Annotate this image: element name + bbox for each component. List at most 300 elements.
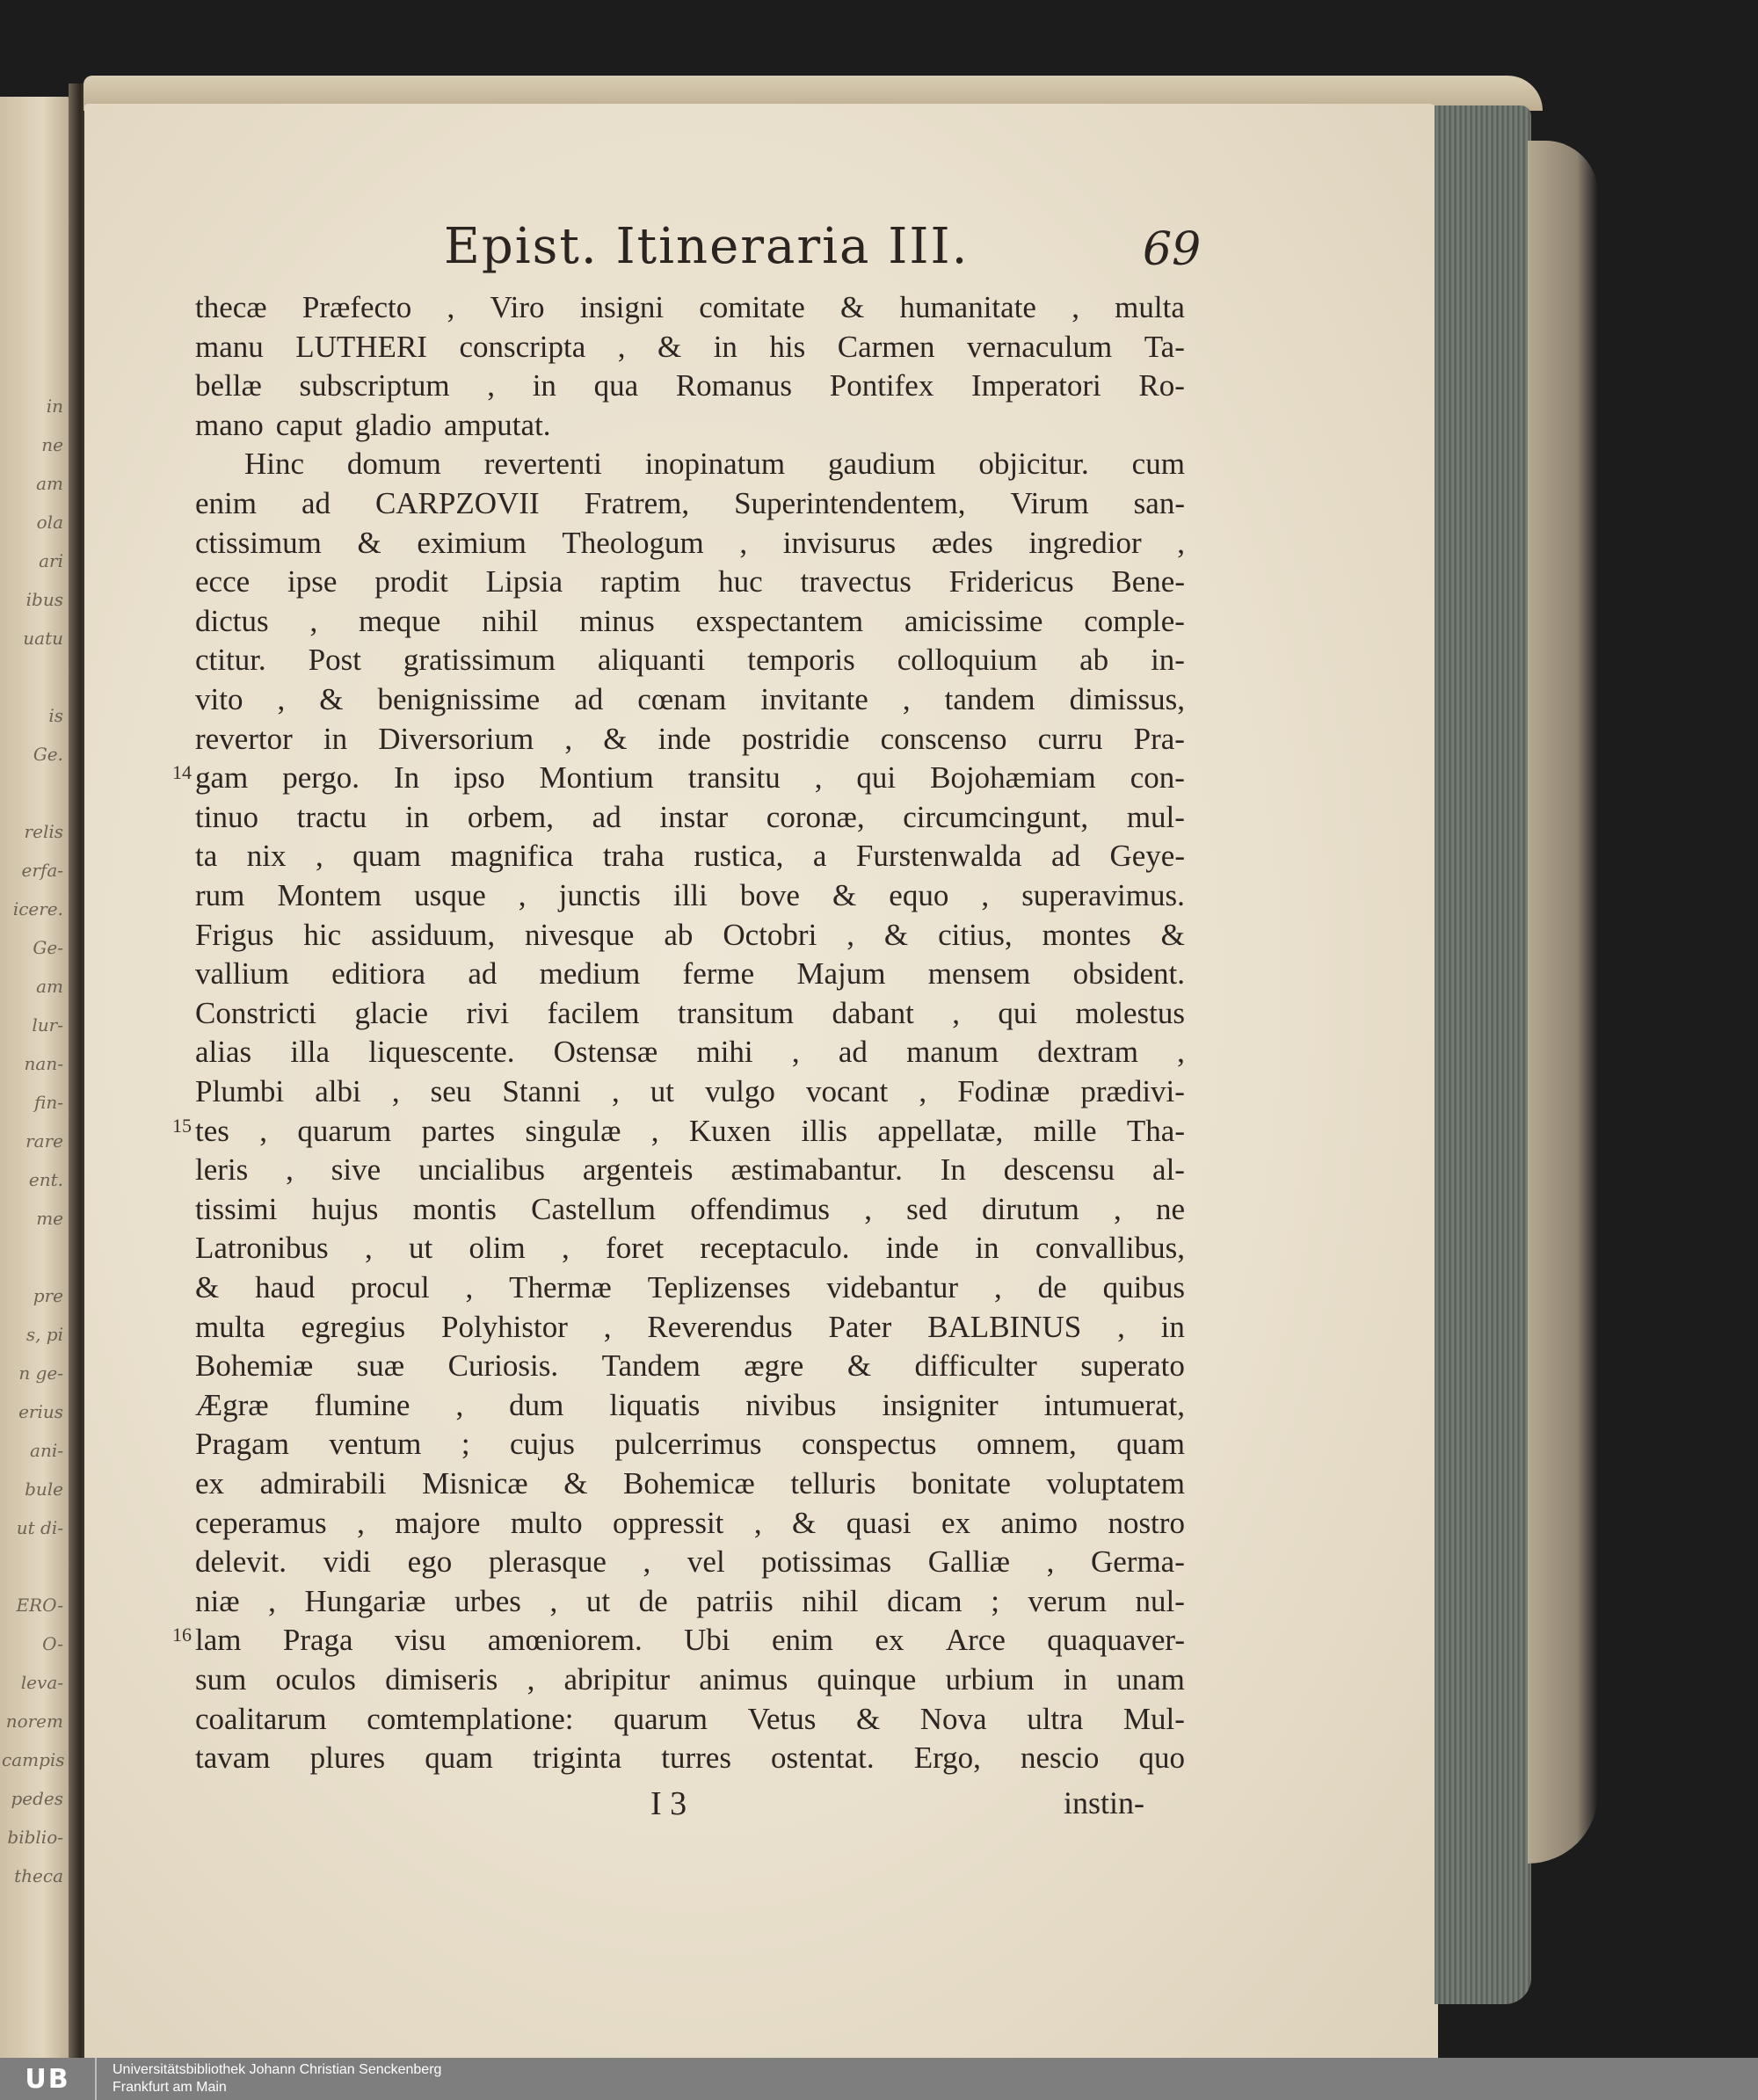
word: , bbox=[518, 878, 527, 912]
word: nihil bbox=[482, 603, 539, 638]
word: & bbox=[195, 1270, 220, 1304]
word: qua bbox=[593, 368, 639, 403]
word: eximium bbox=[417, 525, 527, 560]
word: Virum bbox=[1010, 486, 1089, 520]
word: Geye- bbox=[1109, 839, 1185, 874]
word: circumcingunt, bbox=[903, 799, 1089, 834]
word: Ro- bbox=[1138, 368, 1185, 403]
word: enim bbox=[195, 486, 257, 520]
word: rustica, bbox=[694, 839, 784, 874]
text-line bbox=[195, 798, 1185, 837]
library-name bbox=[113, 2061, 441, 2096]
word: magnifica bbox=[450, 839, 574, 874]
text-line bbox=[195, 720, 1185, 759]
text-line bbox=[195, 563, 1185, 601]
word: quaquaver- bbox=[1047, 1623, 1185, 1658]
word: manu bbox=[195, 329, 264, 364]
word: tes bbox=[195, 1113, 229, 1148]
word: amputat. bbox=[444, 407, 551, 442]
word: liquescente. bbox=[368, 1035, 515, 1070]
word: quam bbox=[425, 1740, 493, 1776]
word: dabant bbox=[832, 995, 914, 1030]
word: Castellum bbox=[531, 1191, 657, 1226]
word: Plumbi bbox=[195, 1074, 285, 1108]
word: LUTHERI bbox=[295, 329, 427, 364]
word: orbem, bbox=[467, 799, 555, 834]
word: quam bbox=[352, 839, 421, 874]
marginal-number: 14 bbox=[172, 761, 192, 784]
word: Fridericus bbox=[948, 564, 1074, 599]
word: nostro bbox=[1108, 1505, 1185, 1540]
word: ad bbox=[468, 956, 498, 992]
text-line bbox=[195, 1386, 1185, 1425]
word: Polyhistor bbox=[440, 1309, 568, 1344]
word: partes bbox=[421, 1113, 496, 1148]
ub-logo[interactable]: UB bbox=[0, 2058, 97, 2100]
word: Montem bbox=[277, 878, 382, 912]
word: gladio bbox=[354, 407, 432, 442]
word: glacie bbox=[354, 995, 429, 1030]
word: raptim bbox=[599, 564, 681, 599]
word: multa bbox=[195, 1309, 265, 1344]
word: & bbox=[832, 878, 857, 912]
word: quasi bbox=[846, 1505, 912, 1540]
word: in bbox=[1063, 1662, 1087, 1697]
word: ex bbox=[941, 1505, 971, 1540]
word: , bbox=[562, 1231, 570, 1266]
word: qui bbox=[856, 760, 897, 796]
word: vito bbox=[195, 682, 243, 716]
word: Octobri bbox=[723, 917, 817, 952]
word: æstimabantur. bbox=[730, 1152, 903, 1188]
word: comtemplatione: bbox=[367, 1701, 574, 1736]
library-footer-bar bbox=[0, 2058, 1758, 2100]
word: san- bbox=[1133, 486, 1185, 520]
word: tinuo bbox=[195, 799, 258, 834]
text-line bbox=[195, 1504, 1185, 1543]
word: ; bbox=[461, 1427, 470, 1462]
word: pulcerrimus bbox=[614, 1427, 762, 1462]
word: Furstenwalda bbox=[855, 839, 1022, 874]
text-line bbox=[195, 1464, 1185, 1503]
text-line bbox=[195, 1347, 1185, 1385]
word: vallium bbox=[195, 956, 289, 992]
word: , bbox=[357, 1505, 365, 1540]
word: plures bbox=[309, 1740, 386, 1776]
word: ad bbox=[574, 682, 604, 716]
word: vulgo bbox=[705, 1074, 775, 1108]
word: argenteis bbox=[582, 1152, 694, 1188]
word: & bbox=[603, 721, 628, 756]
word: Majum bbox=[796, 956, 886, 992]
text-line bbox=[195, 1229, 1185, 1268]
word: vernaculum bbox=[967, 329, 1113, 364]
word: niæ bbox=[195, 1583, 240, 1618]
marginal-number: 16 bbox=[172, 1624, 192, 1646]
word: instar bbox=[659, 799, 729, 834]
word: gam bbox=[195, 760, 249, 796]
word: Curiosis. bbox=[447, 1348, 559, 1384]
text-line bbox=[195, 680, 1185, 719]
word: aliquanti bbox=[597, 643, 706, 678]
text-line bbox=[244, 445, 1185, 483]
word: quinque bbox=[817, 1662, 917, 1697]
word: ut bbox=[408, 1231, 433, 1266]
word: bonitate bbox=[912, 1466, 1011, 1501]
word: colloquium bbox=[897, 643, 1038, 678]
word: multo bbox=[510, 1505, 583, 1540]
word: Carmen bbox=[837, 329, 935, 364]
text-line bbox=[195, 1739, 1185, 1777]
word: Tandem bbox=[601, 1348, 701, 1384]
text-line bbox=[195, 994, 1185, 1033]
word: dimiseris bbox=[385, 1662, 498, 1697]
word: ctissimum bbox=[195, 525, 322, 560]
word: objicitur. bbox=[978, 447, 1089, 482]
word: ne bbox=[1155, 1191, 1185, 1226]
word: , bbox=[391, 1074, 400, 1108]
word: singulæ bbox=[525, 1113, 621, 1148]
word: tissimi bbox=[195, 1191, 278, 1226]
word: nivesque bbox=[525, 917, 635, 952]
library-name-line-2: Frankfurt am Main bbox=[113, 2080, 227, 2095]
text-line bbox=[195, 1700, 1185, 1739]
word: Bohemicæ bbox=[623, 1466, 755, 1501]
page-header bbox=[0, 218, 1758, 280]
word: , bbox=[286, 1152, 294, 1188]
word: mul- bbox=[1126, 799, 1185, 834]
text-line bbox=[195, 484, 1185, 523]
word: , bbox=[753, 1505, 762, 1540]
word: dirutum bbox=[981, 1191, 1079, 1226]
word: illis bbox=[801, 1113, 848, 1148]
word: in bbox=[975, 1231, 999, 1266]
word: animus bbox=[699, 1662, 788, 1697]
word: cujus bbox=[510, 1427, 575, 1462]
word: , bbox=[447, 290, 455, 324]
library-name-line-1: Universitätsbibliothek Johann Christian Senckenberg bbox=[113, 2062, 442, 2077]
word: pergo. bbox=[282, 760, 360, 796]
word: illa bbox=[290, 1035, 331, 1070]
word: , bbox=[952, 995, 960, 1030]
word: Arce bbox=[945, 1623, 1006, 1658]
word: unam bbox=[1116, 1662, 1185, 1697]
word: cum bbox=[1131, 447, 1185, 482]
word: meque bbox=[359, 603, 441, 638]
word: bellæ bbox=[195, 368, 262, 403]
word: tractu bbox=[296, 799, 367, 834]
word: domum bbox=[346, 447, 441, 482]
word: , bbox=[487, 368, 496, 403]
word: plerasque bbox=[488, 1544, 607, 1580]
word: sed bbox=[906, 1191, 948, 1226]
word: & bbox=[792, 1505, 817, 1540]
word: Thermæ bbox=[509, 1270, 612, 1304]
word: , bbox=[364, 1231, 373, 1266]
word: ædes bbox=[931, 525, 993, 560]
word: Pra- bbox=[1133, 721, 1185, 756]
word: quarum bbox=[297, 1113, 392, 1148]
word: Post bbox=[308, 643, 361, 678]
word: inopinatum bbox=[644, 447, 786, 482]
word: superato bbox=[1080, 1348, 1185, 1384]
word: comitate bbox=[699, 290, 805, 324]
word: molestus bbox=[1075, 995, 1185, 1030]
word: ad bbox=[838, 1035, 868, 1070]
word: ipso bbox=[454, 760, 505, 796]
word: postridie bbox=[742, 721, 850, 756]
word: , bbox=[791, 1035, 800, 1070]
word: Præfecto bbox=[301, 290, 412, 324]
word: mihi bbox=[696, 1035, 753, 1070]
word: , bbox=[549, 1583, 558, 1618]
text-line bbox=[195, 955, 1185, 993]
word: vocant bbox=[805, 1074, 889, 1108]
word: , bbox=[643, 1544, 651, 1580]
word: ad bbox=[592, 799, 621, 834]
word: Theologum bbox=[562, 525, 704, 560]
word: nihil bbox=[802, 1583, 859, 1618]
word: Misnicæ bbox=[422, 1466, 528, 1501]
word: & bbox=[657, 329, 682, 364]
fore-edge-shadow bbox=[1528, 141, 1598, 1864]
word: , bbox=[455, 1387, 464, 1422]
word: turres bbox=[661, 1740, 731, 1776]
word: Latronibus bbox=[195, 1231, 329, 1266]
word: Imperatori bbox=[971, 368, 1101, 403]
word: Hinc bbox=[244, 447, 305, 482]
word: manum bbox=[906, 1035, 999, 1070]
word: montes bbox=[1042, 917, 1131, 952]
word: huc bbox=[718, 564, 763, 599]
running-head: Epist. Itineraria III. bbox=[444, 218, 970, 275]
word: temporis bbox=[747, 643, 855, 678]
word: Bohemiæ bbox=[195, 1348, 314, 1384]
text-line bbox=[195, 1582, 1185, 1621]
text-line bbox=[195, 1543, 1185, 1581]
word: revertenti bbox=[483, 447, 602, 482]
word: sive bbox=[331, 1152, 381, 1188]
word: mensem bbox=[927, 956, 1031, 992]
word: his bbox=[769, 329, 806, 364]
word: , bbox=[277, 682, 286, 716]
word: In bbox=[940, 1152, 966, 1188]
word: Ubi bbox=[684, 1623, 730, 1658]
word: quarum bbox=[614, 1701, 708, 1736]
word: & bbox=[357, 525, 381, 560]
word: conscenso bbox=[880, 721, 1007, 756]
word: potissimas bbox=[761, 1544, 892, 1580]
word: ta bbox=[195, 839, 218, 874]
word: rum bbox=[195, 878, 245, 912]
word: abripitur bbox=[563, 1662, 671, 1697]
word: ab bbox=[664, 917, 694, 952]
word: Fodinæ bbox=[957, 1074, 1050, 1108]
word: revertor bbox=[195, 721, 293, 756]
word: lam bbox=[195, 1623, 242, 1658]
word: equo bbox=[889, 878, 949, 912]
word: , bbox=[527, 1662, 535, 1697]
word: al- bbox=[1152, 1152, 1185, 1188]
word: insigni bbox=[579, 290, 665, 324]
word: prodit bbox=[374, 564, 448, 599]
word: transitum bbox=[677, 995, 795, 1030]
word: rivi bbox=[466, 995, 510, 1030]
word: verum bbox=[1028, 1583, 1107, 1618]
text-line bbox=[195, 288, 1185, 327]
word: nivibus bbox=[745, 1387, 837, 1422]
text-line bbox=[195, 837, 1185, 876]
word: Frigus bbox=[195, 917, 274, 952]
word: in bbox=[323, 721, 348, 756]
word: , bbox=[603, 1309, 612, 1344]
word: ultra bbox=[1027, 1701, 1084, 1736]
word: & bbox=[1160, 917, 1185, 952]
word: , bbox=[739, 525, 748, 560]
word: quo bbox=[1138, 1740, 1185, 1776]
word: urbium bbox=[945, 1662, 1035, 1697]
word: seu bbox=[430, 1074, 472, 1108]
text-line bbox=[195, 641, 1185, 679]
word: bove bbox=[739, 878, 800, 912]
word: amœniorem. bbox=[487, 1623, 643, 1658]
word: albi bbox=[315, 1074, 361, 1108]
word: inde bbox=[885, 1231, 940, 1266]
word: coronæ, bbox=[766, 799, 865, 834]
word: sum bbox=[195, 1662, 247, 1697]
word: tandem bbox=[944, 682, 1035, 716]
word: telluris bbox=[790, 1466, 876, 1501]
word: Teplizenses bbox=[647, 1270, 791, 1304]
word: , bbox=[564, 721, 573, 756]
text-line bbox=[195, 1072, 1185, 1111]
word: transitu bbox=[687, 760, 781, 796]
word: Mul- bbox=[1122, 1701, 1185, 1736]
word: mille bbox=[1033, 1113, 1097, 1148]
word: comple- bbox=[1084, 603, 1185, 638]
text-line bbox=[195, 916, 1185, 955]
word: medium bbox=[539, 956, 641, 992]
word: leris bbox=[195, 1152, 249, 1188]
word: Diversorium bbox=[378, 721, 534, 756]
word: mano bbox=[195, 407, 264, 442]
word: ceperamus bbox=[195, 1505, 327, 1540]
word: suæ bbox=[356, 1348, 405, 1384]
word: appellatæ, bbox=[877, 1113, 1004, 1148]
word: , bbox=[1177, 1035, 1185, 1070]
word: uncialibus bbox=[418, 1152, 545, 1188]
word: animo bbox=[1000, 1505, 1078, 1540]
word: ecce bbox=[195, 564, 251, 599]
word: assiduum, bbox=[371, 917, 496, 952]
word: nix bbox=[246, 839, 287, 874]
word: cœnam bbox=[637, 682, 727, 716]
word: ; bbox=[991, 1583, 999, 1618]
word: In bbox=[394, 760, 420, 796]
word: CARPZOVII bbox=[374, 486, 540, 520]
text-line bbox=[195, 1621, 1185, 1660]
word: triginta bbox=[533, 1740, 622, 1776]
word: Lipsia bbox=[485, 564, 563, 599]
word: vel bbox=[686, 1544, 725, 1580]
text-line bbox=[195, 524, 1185, 563]
left-page-margin-text: in ne am ola ari ibus uatu is Ge. relis erfa- icere. Ge- am lur- nan- fin- rare ent. me pre s, pi n ge- erius ani- bule ut di- ERO- O- leva- norem campis pedes biblio- theca bbox=[2, 396, 65, 1886]
word: , bbox=[981, 878, 990, 912]
word: , bbox=[919, 1074, 927, 1108]
word: in bbox=[404, 799, 430, 834]
word: & bbox=[840, 290, 865, 324]
word: con- bbox=[1130, 760, 1185, 796]
word: gaudium bbox=[828, 447, 936, 482]
word: ctitur. bbox=[195, 643, 266, 678]
word: obsident. bbox=[1072, 956, 1185, 992]
word: intumuerat, bbox=[1043, 1387, 1185, 1422]
word: , bbox=[309, 603, 318, 638]
text-line bbox=[195, 1425, 1185, 1464]
word: gratissimum bbox=[403, 643, 556, 678]
word: , bbox=[611, 1074, 620, 1108]
word: Viro bbox=[490, 290, 545, 324]
word: Kuxen bbox=[688, 1113, 772, 1148]
word: Pontifex bbox=[829, 368, 934, 403]
word: editiora bbox=[331, 956, 426, 992]
word: offendimus bbox=[690, 1191, 831, 1226]
word: alias bbox=[195, 1035, 252, 1070]
word: quibus bbox=[1102, 1270, 1185, 1304]
word: in- bbox=[1151, 643, 1185, 678]
word: coalitarum bbox=[195, 1701, 327, 1736]
word: Vetus bbox=[747, 1701, 817, 1736]
word: a bbox=[812, 839, 827, 874]
word: Montium bbox=[539, 760, 654, 796]
word: voluptatem bbox=[1046, 1466, 1185, 1501]
word: in bbox=[1160, 1309, 1185, 1344]
text-line bbox=[195, 328, 1185, 367]
word: ostentat. bbox=[771, 1740, 875, 1776]
word: Ta- bbox=[1144, 329, 1185, 364]
word: ingredior bbox=[1028, 525, 1142, 560]
word: Romanus bbox=[675, 368, 793, 403]
word: egregius bbox=[301, 1309, 406, 1344]
word: tavam bbox=[195, 1740, 271, 1776]
word: difficulter bbox=[914, 1348, 1037, 1384]
text-line bbox=[195, 876, 1185, 915]
word: traha bbox=[602, 839, 665, 874]
word: ventum bbox=[329, 1427, 422, 1462]
word: Praga bbox=[282, 1623, 353, 1658]
word: de bbox=[1037, 1270, 1067, 1304]
word: , bbox=[1072, 290, 1079, 324]
word: Ægræ bbox=[195, 1387, 269, 1422]
word: ægre bbox=[744, 1348, 804, 1384]
word: invitante bbox=[760, 682, 868, 716]
word: urbes bbox=[454, 1583, 521, 1618]
text-line bbox=[195, 602, 1185, 641]
word: & bbox=[883, 917, 909, 952]
word: , bbox=[617, 329, 626, 364]
word: & bbox=[846, 1348, 872, 1384]
word: dimissus, bbox=[1069, 682, 1185, 716]
word: de bbox=[638, 1583, 668, 1618]
word: minus bbox=[579, 603, 655, 638]
word: citius, bbox=[938, 917, 1013, 952]
word: visu bbox=[395, 1623, 447, 1658]
word: majore bbox=[395, 1505, 481, 1540]
word: , bbox=[994, 1270, 1002, 1304]
word: ex bbox=[875, 1623, 904, 1658]
word: Fratrem, bbox=[584, 486, 690, 520]
word: nescio bbox=[1020, 1740, 1100, 1776]
